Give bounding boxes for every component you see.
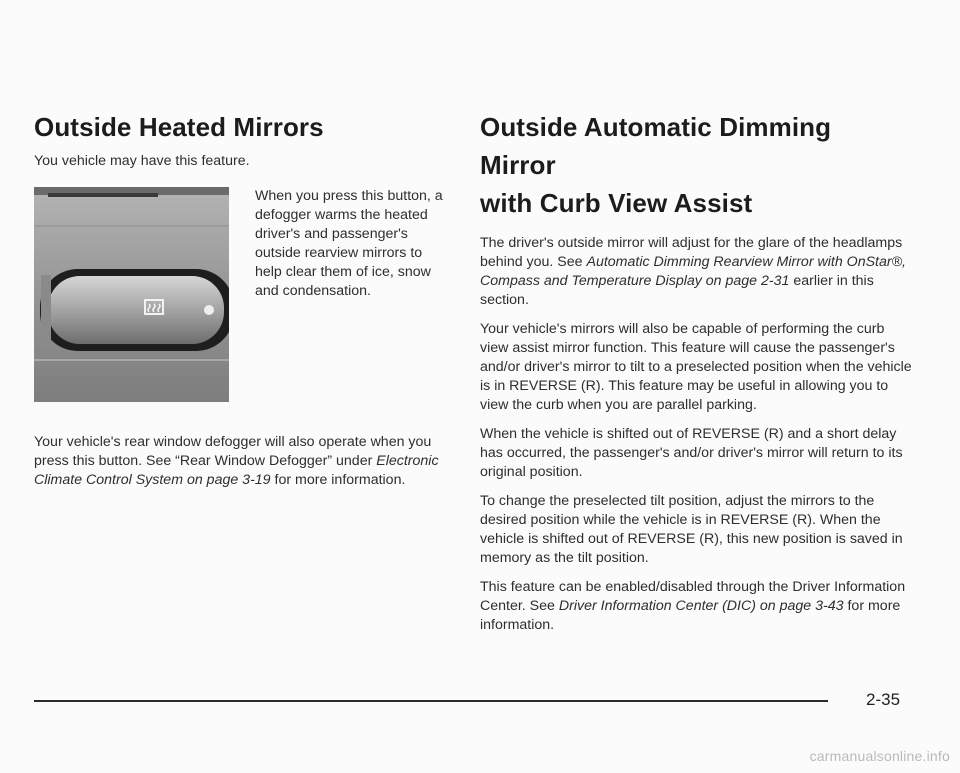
figure-caption	[255, 187, 445, 301]
cross-reference-link[interactable]: Electronic Climate Control System on page 3-19	[34, 453, 439, 488]
intro-text: You vehicle may have this feature.	[34, 153, 250, 169]
paragraph-4: To change the preselected tilt position, adjust the mirrors to the desired position while the vehicle is in REVERSE (R). When the vehicle is shifted out of REVERSE (R), this new position is saved in memory as the tilt position.	[480, 493, 903, 566]
paragraph-5	[480, 578, 912, 635]
left-column	[34, 108, 443, 490]
cross-reference-link[interactable]: Automatic Dimming Rearview Mirror with OnStar®, Compass and Temperature Display on page 2-31	[480, 254, 906, 289]
footer-rule	[34, 700, 828, 702]
paragraph-3: When the vehicle is shifted out of REVERSE (R) and a short delay has occurred, the passenger's and/or driver's mirror will return to its original position.	[480, 426, 903, 480]
text: This feature can be enabled/disabled through the Driver Information Center. See	[480, 579, 906, 614]
section-heading-heated-mirrors: Outside Heated Mirrors	[34, 112, 324, 142]
cross-reference-link[interactable]: Driver Information Center (DIC) on page 3-43	[558, 598, 844, 614]
text: earlier in this section.	[480, 273, 874, 308]
heading-line: with Curb View Assist	[480, 188, 753, 218]
section-heading-dimming-mirror	[480, 108, 912, 222]
paragraph-1	[480, 234, 912, 310]
heading-line: Outside Automatic Dimming Mirror	[480, 112, 832, 180]
figure-description: When you press this button, a defogger warms the heated driver's and passenger's outside rearview mirrors to help clear them of ice, snow and condensation.	[255, 188, 443, 299]
figure-row	[34, 187, 443, 413]
text: for more information.	[480, 598, 901, 633]
text: Your vehicle's rear window defogger will also operate when you press this button. See “Rear Window Defogger” under	[34, 434, 432, 469]
defogger-button-photo	[34, 187, 229, 402]
text: The driver's outside mirror will adjust for the glare of the headlamps behind you. See	[480, 235, 903, 270]
defogger-button-illustration	[34, 187, 229, 402]
text: for more information.	[270, 472, 406, 488]
right-column	[480, 108, 912, 635]
watermark[interactable]: carmanualsonline.info	[809, 748, 950, 764]
paragraph-2: Your vehicle's mirrors will also be capable of performing the curb view assist mirror function. This feature will cause the passenger's and/or driver's mirror to tilt to a preselected position when the vehicle is in REVERSE (R). This feature may be useful in allowing you to view the curb when you are parallel parking.	[480, 321, 912, 413]
rear-defogger-paragraph	[34, 433, 439, 490]
rear-defog-icon	[142, 297, 168, 321]
page-number: 2-35	[866, 690, 901, 709]
